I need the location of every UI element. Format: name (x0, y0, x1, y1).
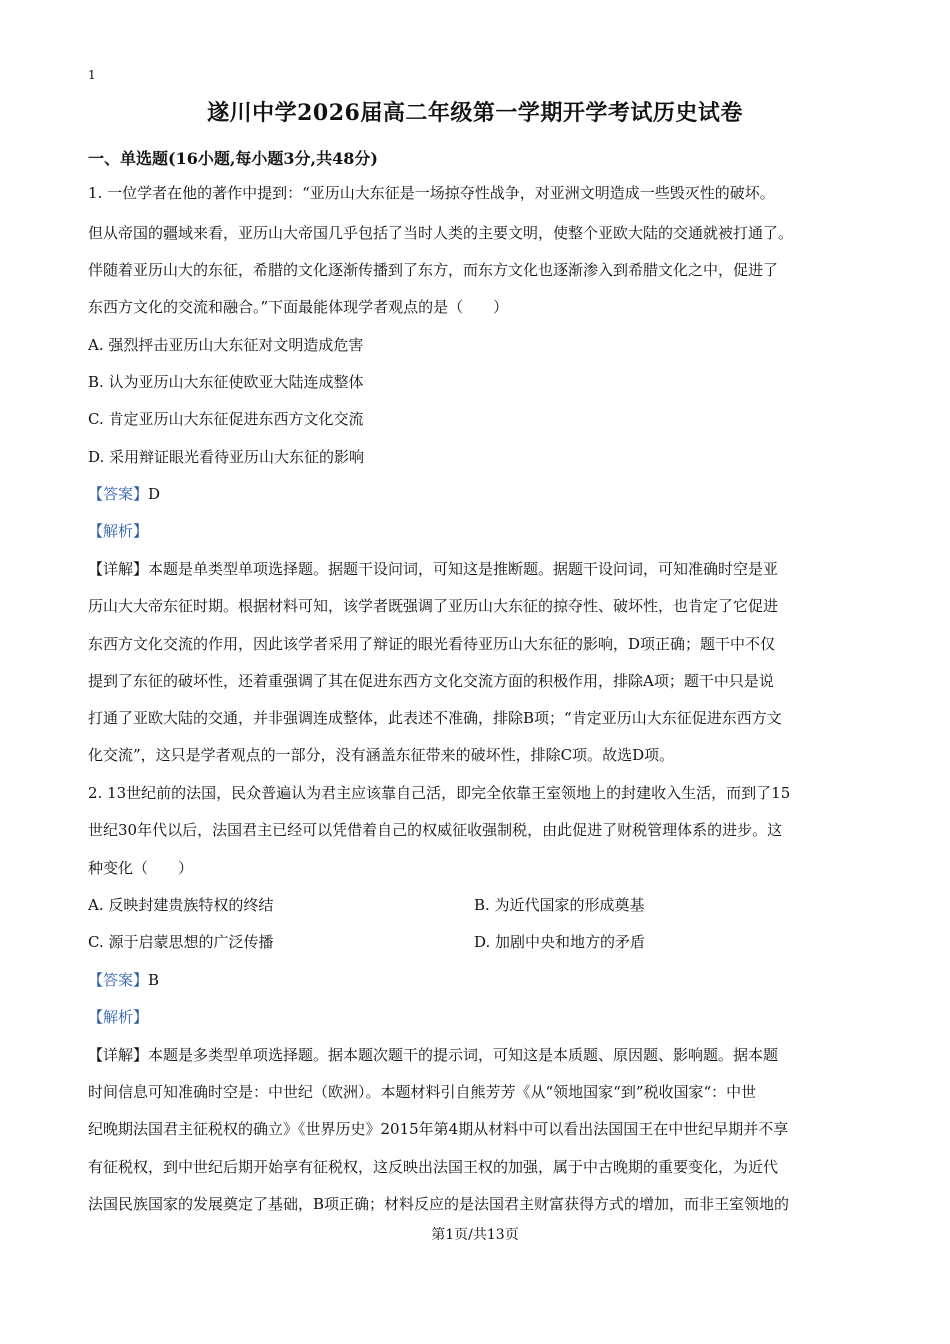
page-footer: 第1页/共13页 (431, 1227, 519, 1243)
q1-option-b: B. 认为亚历山大东征使欧亚大陆连成整体 (88, 373, 364, 391)
detail-tag: 【详解】 (88, 1046, 149, 1064)
q1-stem-line: 伴随着亚历山大的东征，希腊的文化逐渐传播到了东方，而东方文化也逐渐渗入到希腊文化之中，促进了 (88, 261, 779, 279)
detail-text: 本题是多类型单项选择题。据本题次题干的提示词，可知这是本质题、原因题、影响题。据本题 (148, 1046, 779, 1064)
q1-detail-line: 打通了亚欧大陆的交通，并非强调连成整体，此表述不准确，排除B项；“肯定亚历山大东征促进东西方文 (88, 709, 782, 727)
q2-option-b: B. 为近代国家的形成奠基 (474, 896, 645, 914)
answer-tag: 【答案】 (88, 485, 149, 503)
q2-stem-line: 种变化（ ） (88, 859, 194, 877)
q1-detail-line: 历山大大帝东征时期。根据材料可知，该学者既强调了亚历山大东征的掠夺性、破坏性，也肯定了它促进 (88, 597, 779, 615)
q1-option-a: A. 强烈抨击亚历山大东征对文明造成危害 (88, 336, 364, 354)
q2-detail-line (88, 1045, 863, 1065)
detail-text: 本题是单类型单项选择题。据题干设问词，可知这是推断题。据题干设问词，可知准确时空是亚 (148, 560, 779, 578)
q1-option-c: C. 肯定亚历山大东征促进东西方文化交流 (88, 410, 364, 428)
q1-stem-line: 1. 一位学者在他的著作中提到：“亚历山大东征是一场掠夺性战争，对亚洲文明造成一些毁灭性的破坏。 (88, 184, 775, 202)
q2-option-d: D. 加剧中央和地方的矛盾 (474, 933, 646, 951)
section-heading: 一、单选题(16小题,每小题3分,共48分) (88, 149, 378, 168)
q2-answer (88, 970, 863, 990)
detail-tag: 【详解】 (88, 560, 149, 578)
page-marker: 1 (88, 68, 96, 82)
q1-stem-line: 但从帝国的疆域来看，亚历山大帝国几乎包括了当时人类的主要文明，使整个亚欧大陆的交通就被打通了。 (88, 224, 794, 242)
answer-value: D (148, 485, 161, 503)
q2-analysis-tag: 【解析】 (88, 1008, 149, 1026)
q2-detail-line: 有征税权，到中世纪后期开始享有征税权，这反映出法国王权的加强，属于中古晚期的重要变化，为近代 (88, 1158, 779, 1176)
q1-analysis-tag: 【解析】 (88, 522, 149, 540)
q2-stem-line: 世纪30年代以后，法国君主已经可以凭借着自己的权威征收强制税，由此促进了财税管理体系的进步。这 (88, 821, 783, 839)
q2-option-a: A. 反映封建贵族特权的终结 (88, 896, 274, 914)
q1-detail-line: 东西方文化交流的作用，因此该学者采用了辩证的眼光看待亚历山大东征的影响，D项正确；题干中不仅 (88, 635, 776, 653)
answer-value: B (148, 971, 160, 989)
q2-detail-line: 法国民族国家的发展奠定了基础，B项正确；材料反应的是法国君主财富获得方式的增加，而非王室领地的 (88, 1195, 790, 1213)
q1-answer (88, 484, 863, 504)
q1-detail-line: 化交流”，这只是学者观点的一部分，没有涵盖东征带来的破坏性，排除C项。故选D项。 (88, 746, 675, 764)
q1-detail-line: 提到了东征的破坏性，还着重强调了其在促进东西方文化交流方面的积极作用，排除A项；题干中只是说 (88, 672, 774, 690)
q2-stem-line: 2. 13世纪前的法国，民众普遍认为君主应该靠自己活，即完全依靠王室领地上的封建收入生活，而到了15 (88, 784, 791, 802)
q1-stem-line: 东西方文化的交流和融合。”下面最能体现学者观点的是（ ） (88, 298, 509, 316)
q2-option-c: C. 源于启蒙思想的广泛传播 (88, 933, 274, 951)
q2-detail-line: 纪晚期法国君主征税权的确立》《世界历史》2015年第4期从材料中可以看出法国国王在中世纪早期并不享 (88, 1120, 789, 1138)
q1-detail-line (88, 559, 863, 579)
answer-tag: 【答案】 (88, 971, 149, 989)
q1-option-d: D. 采用辩证眼光看待亚历山大东征的影响 (88, 448, 365, 466)
q2-detail-line: 时间信息可知准确时空是：中世纪（欧洲）。本题材料引自熊芳芳《从“领地国家“到”税收国家“：中世 (88, 1083, 757, 1101)
exam-title: 遂川中学2026届高二年级第一学期开学考试历史试卷 (207, 100, 743, 126)
